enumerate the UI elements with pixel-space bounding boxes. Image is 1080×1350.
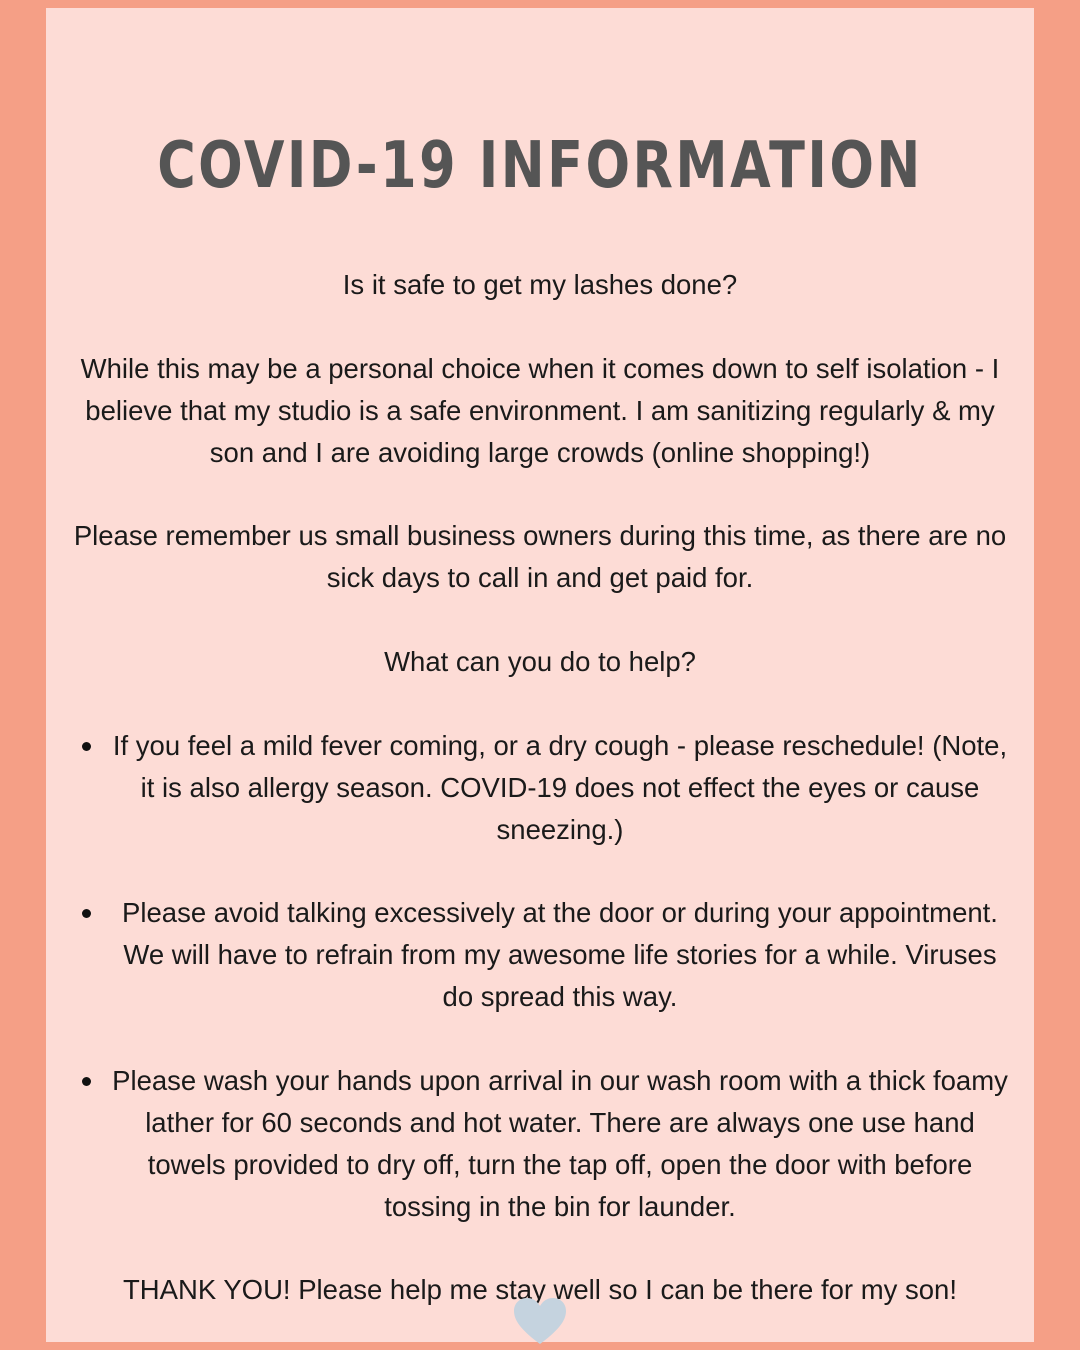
info-card [46, 8, 1034, 1342]
bullet-icon [82, 742, 91, 751]
thank-you-text: THANK YOU! Please help me stay well so I can be there for my son! [122, 1274, 957, 1305]
bullet-icon [82, 909, 91, 918]
paragraph-small-business: Please remember us small business owners during this time, as there are no sick days to call in and get paid for. [73, 520, 1007, 593]
bullet-text: If you feel a mild fever coming, or a dry cough - please reschedule! (Note, it is also allergy season. COVID-19 does not effect the eyes or cause sneezing.) [112, 730, 1008, 845]
bullet-icon [82, 1077, 91, 1086]
bullet-text: Please avoid talking excessively at the door or during your appointment. We will have to refrain from my awesome life stories for a while. Viruses do spread this way. [122, 897, 998, 1012]
page-title: COVID-19 INFORMATION [157, 129, 923, 203]
question-safe: Is it safe to get my lashes done? [342, 269, 738, 300]
paragraph-choice: While this may be a personal choice when it comes down to self isolation - I believe that my studio is a safe environment. I am sanitizing regularly & my son and I are avoiding large crowds (online shopping!) [80, 353, 1000, 468]
heart-icon [512, 1296, 568, 1346]
question-help: What can you do to help? [384, 646, 696, 677]
bullet-text: Please wash your hands upon arrival in our wash room with a thick foamy lather for 60 seconds and hot water. There are always one use hand towels provided to dry off, turn the tap off, open the door with before tossing in the bin for launder. [112, 1065, 1008, 1222]
